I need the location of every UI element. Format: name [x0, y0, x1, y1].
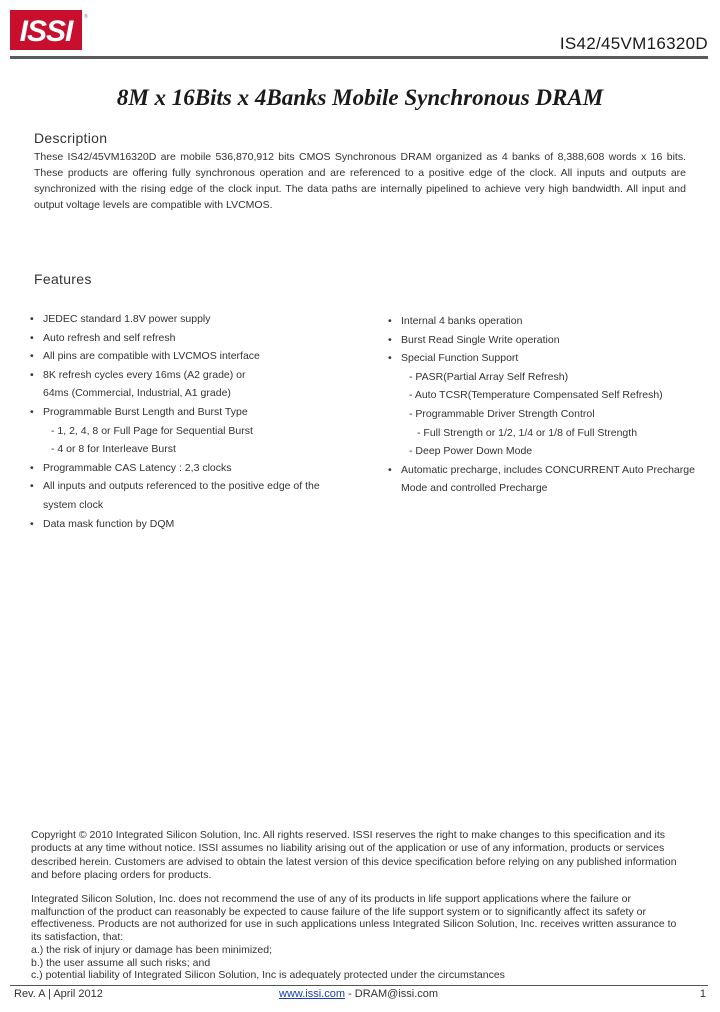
- feature-item: [30, 477, 370, 496]
- feature-text: All inputs and outputs referenced to the positive edge of the: [43, 480, 320, 493]
- feature-text: JEDEC standard 1.8V power supply: [43, 313, 211, 325]
- legal-line: Copyright © 2010 Integrated Silicon Solution, Inc. All rights reserved. ISSI reserves the right to make changes to this specification and its: [31, 829, 665, 841]
- feature-item: [30, 496, 370, 515]
- footer-contact: [279, 988, 438, 1000]
- bullet-icon: •: [388, 333, 392, 346]
- feature-text: 64ms (Commercial, Industrial, A1 grade): [43, 387, 231, 400]
- legal-line: effectiveness. Products are not authorized for use in such applications unless Integrated Silicon Solution, Inc. receives written assurance to: [31, 918, 677, 931]
- feature-text: Internal 4 banks operation: [401, 315, 523, 327]
- feature-item: [388, 368, 718, 387]
- feature-item: [388, 442, 718, 461]
- registered-mark: ®: [84, 14, 88, 20]
- feature-text: - Programmable Driver Strength Control: [409, 407, 595, 420]
- email-address: DRAM@issi.com: [354, 988, 439, 1000]
- feature-item: [388, 349, 718, 368]
- feature-item: [388, 479, 718, 498]
- feature-item: [388, 424, 718, 443]
- legal-line: its satisfaction, that:: [31, 931, 124, 944]
- bullet-icon: •: [30, 350, 34, 363]
- feature-text: Auto refresh and self refresh: [43, 331, 176, 344]
- feature-item: [388, 461, 718, 480]
- feature-text: Automatic precharge, includes CONCURRENT Auto Precharge: [401, 463, 695, 476]
- feature-text: Burst Read Single Write operation: [401, 333, 560, 346]
- bullet-icon: •: [30, 368, 34, 381]
- legal-line: a.) the risk of injury or damage has been minimized;: [31, 943, 273, 956]
- part-number: IS42/45VM16320D: [559, 34, 708, 53]
- feature-item: [388, 386, 718, 405]
- feature-item: [30, 329, 370, 348]
- feature-item: [388, 312, 718, 331]
- feature-text: Programmable CAS Latency : 2,3 clocks: [43, 461, 232, 474]
- feature-item: [30, 384, 370, 403]
- feature-item: [30, 422, 370, 441]
- feature-text: 8K refresh cycles every 16ms (A2 grade) or: [43, 368, 246, 381]
- bullet-icon: •: [388, 315, 392, 327]
- legal-line: malfunction of the product can reasonably be expected to cause failure of the life support system or to significantly affect its safety or: [31, 905, 646, 918]
- footer-rule: [10, 985, 708, 986]
- bullet-icon: •: [30, 313, 34, 325]
- feature-item: [30, 403, 370, 422]
- issi-logo: ISSI: [10, 10, 82, 50]
- feature-text: - Auto TCSR(Temperature Compensated Self Refresh): [409, 389, 663, 402]
- feature-item: [388, 331, 718, 350]
- feature-text: system clock: [43, 498, 104, 511]
- feature-item: [30, 366, 370, 385]
- feature-item: [30, 440, 370, 459]
- revision-date: Rev. A | April 2012: [14, 988, 103, 1000]
- feature-text: - Full Strength or 1/2, 1/4 or 1/8 of Full Strength: [417, 426, 638, 439]
- feature-item: [30, 459, 370, 478]
- bullet-icon: •: [30, 331, 34, 344]
- legal-line: products at any time without notice. ISSI assumes no liability arising out of the application or use of any information, products or services: [31, 842, 665, 855]
- feature-text: - 4 or 8 for Interleave Burst: [51, 443, 176, 456]
- bullet-icon: •: [30, 405, 34, 418]
- feature-text: Special Function Support: [401, 352, 519, 365]
- legal-line: Integrated Silicon Solution, Inc. does not recommend the use of any of its products in life support applications where the failure or: [31, 893, 632, 905]
- header-rule: [10, 56, 708, 59]
- feature-text: - PASR(Partial Array Self Refresh): [409, 370, 569, 383]
- contact-separator: -: [345, 988, 355, 1000]
- feature-text: Mode and controlled Precharge: [401, 482, 548, 495]
- description-text: These IS42/45VM16320D are mobile 536,870,912 bits CMOS Synchronous DRAM organized as 4 banks of 8,388,608 words x 16 bits. These products are offering fully synchronous operation and are referenced to a positive edge of the clock. All inputs and outputs are synchronized with the rising edge of the clock input. The data paths are internally pipelined to achieve very high bandwidth. All input and output voltage levels are compatible with LVCMOS.: [34, 151, 686, 211]
- feature-item: [30, 347, 370, 366]
- feature-text: - 1, 2, 4, 8 or Full Page for Sequential Burst: [51, 424, 253, 437]
- document-title: 8M x 16Bits x 4Banks Mobile Synchronous DRAM: [116, 85, 604, 110]
- feature-item: [30, 310, 370, 329]
- features-list-left: [30, 310, 370, 533]
- feature-text: Programmable Burst Length and Burst Type: [43, 405, 248, 418]
- legal-line: and before placing orders for products.: [31, 868, 212, 881]
- legal-line: c.) potential liability of Integrated Silicon Solution, Inc is adequately protected under the circumstances: [31, 969, 505, 982]
- bullet-icon: •: [388, 352, 392, 365]
- life-support-disclaimer: [31, 893, 691, 982]
- copyright-notice: [31, 829, 691, 882]
- bullet-icon: •: [30, 480, 34, 493]
- bullet-icon: •: [30, 517, 34, 530]
- feature-item: [388, 405, 718, 424]
- feature-text: - Deep Power Down Mode: [409, 445, 533, 458]
- feature-item: [30, 515, 370, 534]
- website-link[interactable]: www.issi.com: [279, 988, 346, 1000]
- bullet-icon: •: [30, 461, 34, 474]
- description-heading: Description: [34, 130, 108, 146]
- features-heading: Features: [34, 271, 92, 287]
- bullet-icon: •: [388, 463, 392, 476]
- legal-line: described herein. Customers are advised to obtain the latest version of this device specification before relying on any published information: [31, 855, 677, 868]
- feature-text: Data mask function by DQM: [43, 517, 175, 530]
- legal-line: b.) the user assume all such risks; and: [31, 956, 211, 969]
- page-number: 1: [699, 988, 706, 1000]
- features-list-right: [388, 312, 718, 498]
- feature-text: All pins are compatible with LVCMOS interface: [43, 350, 260, 363]
